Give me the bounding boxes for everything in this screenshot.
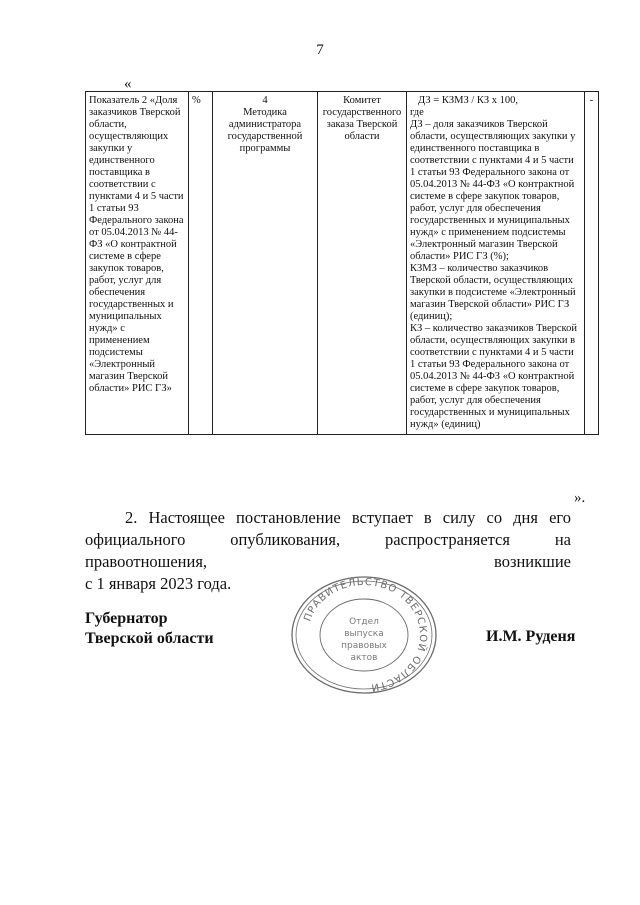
responsible-cell: Комитет государственного заказа Тверской области [318, 92, 407, 435]
stamp-ring-text: ПРАВИТЕЛЬСТВО ТВЕРСКОЙ ОБЛАСТИ [302, 576, 429, 693]
signatory-name: И.М. Руденя [486, 628, 576, 645]
stamp-center-line: актов [350, 653, 378, 663]
formula-cell [407, 92, 585, 435]
closing-quote-mark: ». [574, 490, 586, 506]
indicator-name-cell: Показатель 2 «Доля заказчиков Тверской области, осуществляющих закупки у единственного поставщика в соответствии с пунктами 4 и 5 части 1 статьи 93 Федерального закона от 05.04.2013 № 44-ФЗ «О контрактной системе в сфере закупок товаров, работ, услуг для обеспечения государственных и муниципальных нужд» с применением подсистемы «Электронный магазин Тверской области» РИС ГЗ» [86, 92, 189, 435]
paragraph-last-line: с 1 января 2023 года. [85, 574, 232, 593]
page-number: 7 [316, 42, 324, 58]
stamp-center-line: Отдел [349, 617, 379, 627]
formula-explanation: где ДЗ – доля заказчиков Тверской области, осуществляющих закупки у единственного поставщика в соответствии с пунктами 4 и 5 части 1 статьи 93 Федерального закона от 05.04.2013 № 44-ФЗ «О контрактной системе в сфере закупок товаров, работ, услуг для обеспечения государственных и муниципальных нужд» с применением подсистемы «Электронный магазин Тверской области» РИС ГЗ (%); КЗМЗ – количество заказчиков Тверской области, осуществляющих закупки в подсистеме «Электронный магазин Тверской области» РИС ГЗ (единиц); КЗ – количество заказчиков Тверской области, осуществляющих закупки в соответствии с пунктами 4 и 5 части 1 статьи 93 Федерального закона от 05.04.2013 № 44-ФЗ «О контрактной системе в сфере закупок товаров, работ, услуг для обеспечения государственных и муниципальных нужд» (единиц) [410, 107, 577, 430]
opening-quote-mark: « [124, 76, 132, 92]
table-row [86, 92, 599, 435]
dash-cell: - [585, 92, 599, 435]
unit-cell: % [189, 92, 213, 435]
method-cell: 4 Методика администратора государственной программы [213, 92, 318, 435]
signatory-title: Губернатор Тверской области [85, 610, 214, 647]
stamp-center-line: правовых [341, 641, 387, 651]
formula-text: ДЗ = КЗМЗ / КЗ х 100, [418, 95, 519, 106]
paragraph-line: 2. Настоящее постановление вступает в силу со дня его официального опубликования, распространяется на правоотношения, возникшие [85, 508, 571, 571]
indicator-table [85, 91, 599, 435]
stamp-center-line: выпуска [344, 629, 384, 639]
official-stamp [288, 574, 440, 696]
